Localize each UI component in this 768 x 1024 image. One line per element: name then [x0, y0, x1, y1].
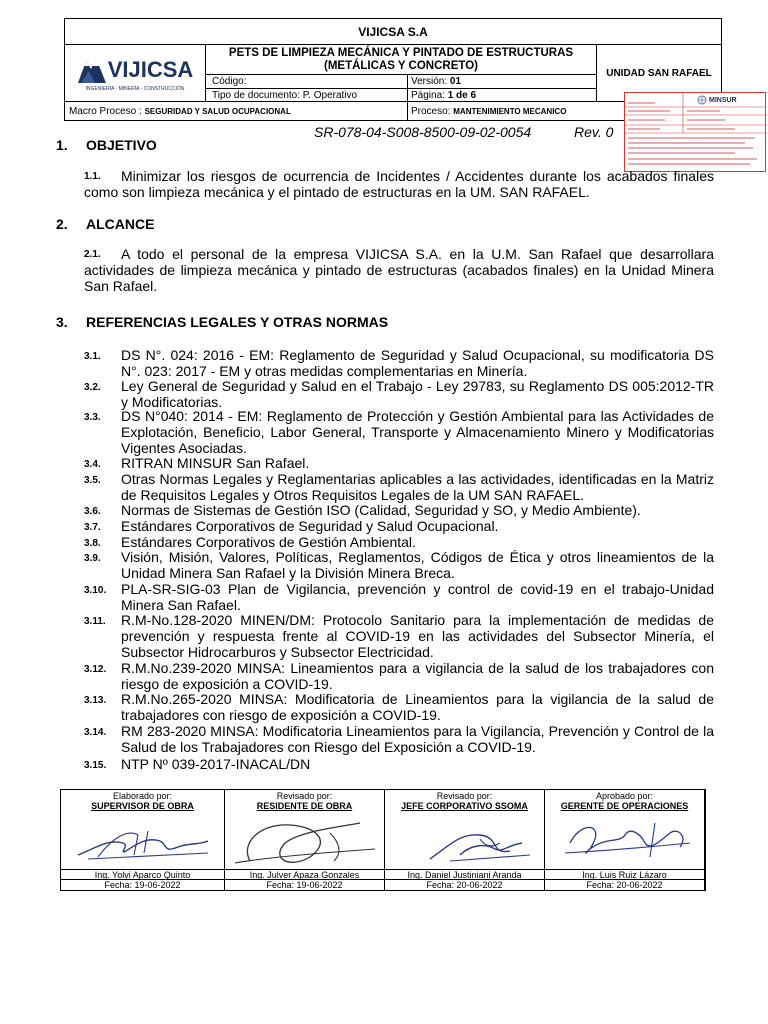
- row-divider: [61, 879, 705, 880]
- item-number: 3.5.: [84, 475, 101, 486]
- signature-date: Fecha: 20-06-2022: [586, 880, 663, 890]
- item-number: 3.7.: [84, 522, 101, 533]
- revision-label: Rev. 0: [574, 124, 614, 140]
- version-cell: Versión: 01: [407, 74, 597, 89]
- handwritten-signature: [550, 813, 700, 869]
- list-item: Otras Normas Legales y Reglamentarias aplicables a las actividades, identificadas en la Matriz de Requisitos Legales y Otros Requisitos Legales de la UM SAN RAFAEL.: [121, 471, 714, 503]
- section-title: 3. REFERENCIAS LEGALES Y OTRAS NORMAS: [56, 314, 389, 330]
- signature-position: SUPERVISOR DE OBRA: [91, 801, 194, 811]
- item-number: 3.15.: [84, 760, 107, 771]
- item-number: 3.8.: [84, 538, 101, 549]
- item-number: 3.6.: [84, 506, 101, 517]
- row-divider: [61, 869, 705, 870]
- item-number: 3.9.: [84, 553, 101, 564]
- logo-cell: VIJICSA INGENIERÍA · MINERÍA · CONSTRUCCIÓN: [64, 44, 206, 102]
- signature-date: Fecha: 20-06-2022: [426, 880, 503, 890]
- list-item: PLA-SR-SIG-03 Plan de Vigilancia, prevención y control de covid-19 en el trabajo-Unidad Minera San Rafael.: [121, 581, 714, 613]
- item-number: 1.1.: [84, 171, 101, 182]
- signature-role: Revisado por:: [276, 791, 333, 801]
- tipo-documento-cell: Tipo de documento: P. Operativo: [205, 88, 408, 102]
- item-number: 3.1.: [84, 351, 101, 362]
- signature-position: RESIDENTE DE OBRA: [256, 801, 353, 811]
- signature-column: [385, 790, 545, 890]
- list-item: DS N°040: 2014 - EM: Reglamento de Protección y Gestión Ambiental para las Actividades de Explotación, Beneficio, Labor General, Transporte y Almacenamiento Minero y Modificatorias Vigentes Asociadas.: [121, 408, 714, 456]
- paragraph: Minimizar los riesgos de ocurrencia de Incidentes / Accidentes durante los acabados finales como son limpieza mecánica y el pintado de estructuras en la UM. SAN RAFAEL.: [84, 168, 714, 200]
- item-number: 2.1.: [84, 249, 101, 260]
- list-item: RITRAN MINSUR San Rafael.: [121, 455, 310, 471]
- item-number: 3.14.: [84, 727, 107, 738]
- handwritten-signature: [68, 817, 218, 865]
- section-title: 2. ALCANCE: [56, 216, 155, 232]
- list-item: RM 283-2020 MINSA: Modificatoria Lineamientos para la Vigilancia, Prevención y Control de la Salud de los Trabajadores con Riesgo del Exposición a COVID-19.: [121, 723, 714, 755]
- minsur-logo: MINSUR: [697, 95, 737, 105]
- paragraph: A todo el personal de la empresa VIJICSA S.A. en la U.M. San Rafael que desarrollara actividades de limpieza mecánica y pintado de estructuras (acabados finales) en la Unidad Minera San Rafael.: [84, 246, 714, 294]
- document-title: PETS DE LIMPIEZA MECÁNICA Y PINTADO DE ESTRUCTURAS (METÁLICAS Y CONCRETO): [205, 44, 597, 75]
- unit-name: UNIDAD SAN RAFAEL: [596, 44, 722, 102]
- item-number: 3.13.: [84, 695, 107, 706]
- item-number: 3.11.: [84, 616, 106, 627]
- proceso-cell: Proceso: MANTENIMIENTO MECANICO: [407, 101, 722, 121]
- handwritten-signature: [230, 813, 380, 869]
- item-number: 3.2.: [84, 382, 101, 393]
- approval-stamp: [624, 92, 766, 172]
- mountain-logo-icon: [77, 55, 107, 85]
- signature-role: Elaborado por:: [112, 791, 173, 801]
- signature-position: GERENTE DE OPERACIONES: [560, 801, 689, 811]
- document-code: SR-078-04-S008-8500-09-02-0054: [314, 124, 532, 140]
- list-item: NTP Nº 039-2017-INACAL/DN: [121, 756, 311, 772]
- signer-name: Ing. Luis Ruiz Lázaro: [582, 870, 667, 880]
- list-item: Estándares Corporativos de Gestión Ambiental.: [121, 534, 416, 550]
- list-item: Estándares Corporativos de Seguridad y Salud Ocupacional.: [121, 518, 499, 534]
- stamp-grid: [625, 93, 765, 171]
- signer-name: Ing. Daniel Justiniani Aranda: [407, 870, 522, 880]
- macro-proceso-cell: Macro Proceso : SEGURIDAD Y SALUD OCUPACIONAL: [64, 101, 408, 121]
- signer-name: Ing. Yolvi Aparco Quinto: [94, 870, 191, 880]
- signature-position: JEFE CORPORATIVO SSOMA: [401, 801, 528, 811]
- signature-date: Fecha: 19-06-2022: [104, 880, 181, 890]
- item-number: 3.10.: [84, 585, 107, 596]
- item-number: 3.12.: [84, 664, 107, 675]
- list-item: Ley General de Seguridad y Salud en el Trabajo - Ley 29783, su Reglamento DS 005:2012-TR y Modificatorias.: [121, 378, 714, 410]
- signature-role: Aprobado por:: [595, 791, 654, 801]
- signer-name: Ing. Julver Apaza Gonzales: [249, 870, 360, 880]
- company-name: VIJICSA S.A: [64, 18, 722, 45]
- signature-column: [225, 790, 385, 890]
- section-title: 1. OBJETIVO: [56, 137, 157, 153]
- handwritten-signature: [390, 815, 540, 865]
- item-number: 3.4.: [84, 459, 101, 470]
- item-number: 3.3.: [84, 412, 101, 423]
- signature-role: Revisado por:: [436, 791, 493, 801]
- signature-column: [545, 790, 705, 890]
- list-item: Normas de Sistemas de Gestión ISO (Calidad, Seguridad y SO, y Medio Ambiente).: [121, 502, 641, 518]
- list-item: R.M-No.128-2020 MINEN/DM: Protocolo Sanitario para la implementación de medidas de prevención y respuesta frente al COVID-19 en las actividades del Subsector Minería, el Subsector Hidrocarburos y Subsector Electricidad.: [121, 612, 714, 660]
- signature-column: [61, 790, 225, 890]
- signature-table: [60, 789, 706, 891]
- list-item: R.M.No.265-2020 MINSA: Modificatoria de Lineamientos para la vigilancia de la salud de trabajadores con riesgo de exposición a COVID-19.: [121, 691, 714, 723]
- list-item: Visión, Misión, Valores, Políticas, Reglamentos, Códigos de Ética y otros lineamientos de la Unidad Minera San Rafael y la División Minera Breca.: [121, 549, 714, 581]
- list-item: R.M.No.239-2020 MINSA: Lineamientos para a vigilancia de la salud de los trabajadores con riesgo de exposición a COVID-19.: [121, 660, 714, 692]
- company-logo: VIJICSA: [77, 55, 194, 85]
- codigo-cell: Código:: [205, 74, 408, 89]
- signature-date: Fecha: 19-06-2022: [266, 880, 343, 890]
- list-item: DS N°. 024: 2016 - EM: Reglamento de Seguridad y Salud Ocupacional, su modificatoria DS N°. 023: 2017 - EM y otras medidas complementarias en Minería.: [121, 347, 714, 379]
- pagina-cell: Página: 1 de 6: [407, 88, 597, 102]
